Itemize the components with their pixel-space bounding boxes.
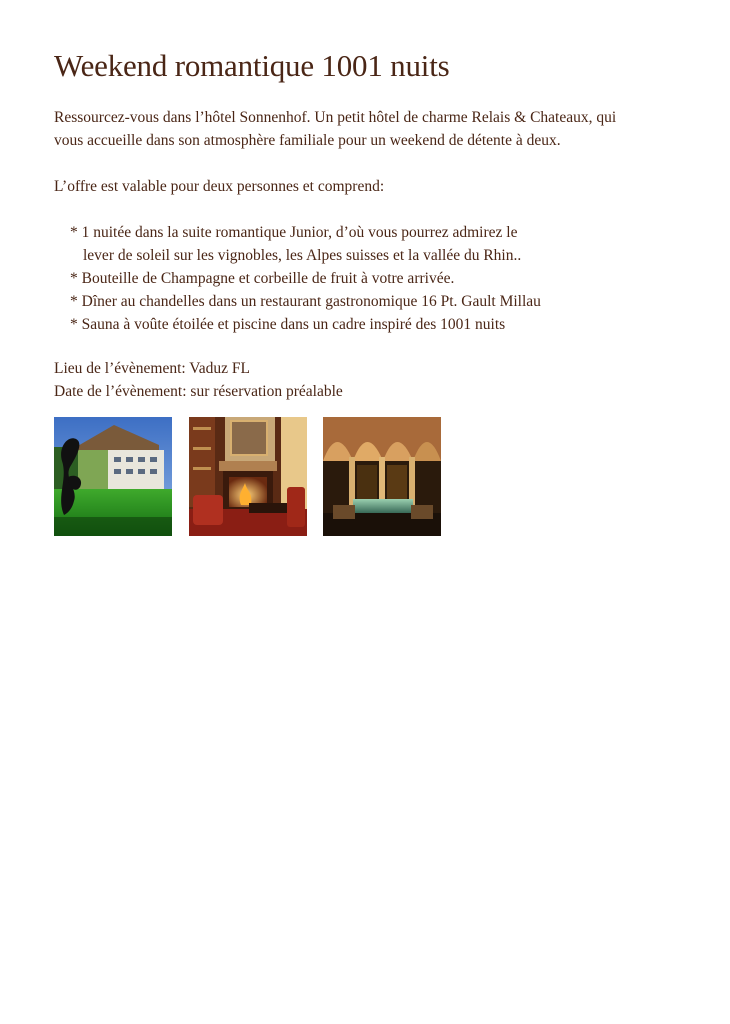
intro-paragraph xyxy=(54,106,616,152)
event-location: Lieu de l’évènement: Vaduz FL xyxy=(54,360,250,377)
list-item: * 1 nuitée dans la suite romantique Junior, d’où vous pourrez admirez le xyxy=(70,224,518,241)
fireplace-lounge-photo xyxy=(189,417,307,536)
intro-line: vous accueille dans son atmosphère familiale pour un weekend de détente à deux. xyxy=(54,132,561,149)
offer-intro: L’offre est valable pour deux personnes et comprend: xyxy=(54,178,385,195)
event-date: Date de l’évènement: sur réservation préalable xyxy=(54,383,343,400)
hotel-exterior-photo xyxy=(54,417,172,536)
list-item: * Sauna à voûte étoilée et piscine dans un cadre inspiré des 1001 nuits xyxy=(70,316,506,333)
page-title: Weekend romantique 1001 nuits xyxy=(54,48,450,83)
list-item: * Dîner au chandelles dans un restaurant gastronomique 16 Pt. Gault Millau xyxy=(70,293,541,310)
list-item: * Bouteille de Champagne et corbeille de fruit à votre arrivée. xyxy=(70,270,455,287)
offer-list xyxy=(70,221,541,336)
event-details xyxy=(54,357,343,403)
pool-arches-photo xyxy=(323,417,441,536)
list-item-continuation: lever de soleil sur les vignobles, les Alpes suisses et la vallée du Rhin.. xyxy=(83,247,522,264)
intro-line: Ressourcez-vous dans l’hôtel Sonnenhof. Un petit hôtel de charme Relais & Chateaux, qui xyxy=(54,109,617,126)
